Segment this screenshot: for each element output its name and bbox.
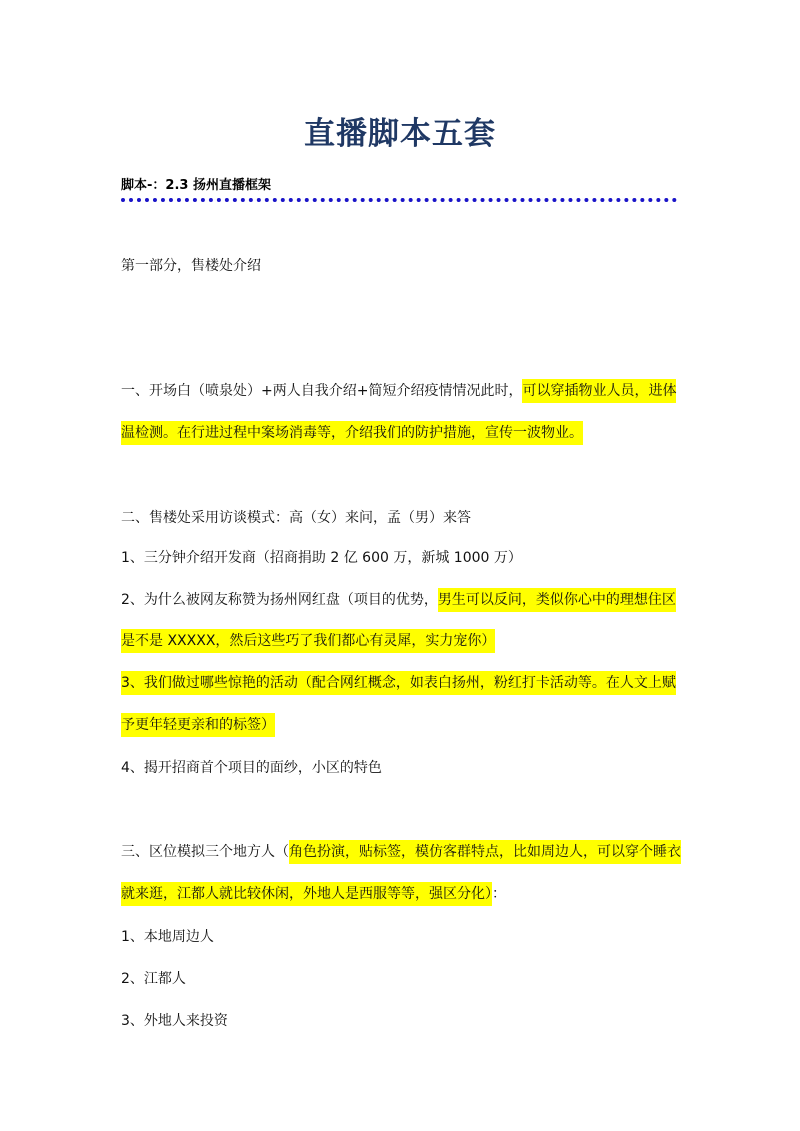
section2-item2-highlight: 男生可以反问，类似你心中的理想住区 xyxy=(438,588,676,612)
section1-line1 xyxy=(121,370,681,412)
section2-item2-line1 xyxy=(121,579,681,621)
section2-item3-line2-highlight: 予更年轻更亲和的标签） xyxy=(121,713,275,737)
section2-item2-line2-highlight: 是不是 XXXXX，然后这些巧了我们都心有灵犀，实力宠你） xyxy=(121,629,495,653)
section2-item1: 1、三分钟介绍开发商（招商捐助 2 亿 600 万，新城 1000 万） xyxy=(121,550,522,566)
section1-line1-plain: 一、开场白（喷泉处）+两人自我介绍+简短介绍疫情情况此时， xyxy=(121,383,523,399)
document-title: 直播脚本五套 xyxy=(304,116,496,152)
section3-line2-highlight: 就来逛，江都人就比较休闲，外地人是西服等等，强区分化） xyxy=(121,882,492,906)
section1-line1-highlight: 可以穿插物业人员，进体 xyxy=(522,379,676,403)
section2-item3-line2 xyxy=(121,704,681,746)
section2-item2-line2 xyxy=(121,620,681,662)
section2-item2-plain: 2、为什么被网友称赞为扬州网红盘（项目的优势， xyxy=(121,592,438,608)
dotted-divider xyxy=(121,198,677,202)
section3-item2: 2、江都人 xyxy=(121,971,186,987)
section3-line1 xyxy=(121,831,681,873)
section3-line1-highlight: 角色扮演，贴标签，模仿客群特点，比如周边人，可以穿个睡衣 xyxy=(289,840,681,864)
script-subtitle: 脚本-：2.3 扬州直播框架 xyxy=(121,178,271,193)
section3-line2-plain: ： xyxy=(492,886,506,902)
section2-item3-line1 xyxy=(121,662,681,704)
section2-item4: 4、揭开招商首个项目的面纱，小区的特色 xyxy=(121,760,382,776)
section1-line2-highlight: 温检测。在行进过程中案场消毒等，介绍我们的防护措施，宣传一波物业。 xyxy=(121,421,583,445)
part1-heading: 第一部分，售楼处介绍 xyxy=(121,258,261,274)
section3-item1: 1、本地周边人 xyxy=(121,929,214,945)
section3-item3: 3、外地人来投资 xyxy=(121,1013,228,1029)
section2-item3-highlight: 3、我们做过哪些惊艳的活动（配合网红概念，如表白扬州，粉红打卡活动等。在人文上赋 xyxy=(121,671,676,695)
section1-line2 xyxy=(121,412,681,454)
section2-heading: 二、售楼处采用访谈模式：高（女）来问，孟（男）来答 xyxy=(121,510,471,526)
section3-line2 xyxy=(121,873,681,915)
section3-line1-plain: 三、区位模拟三个地方人（ xyxy=(121,844,289,860)
